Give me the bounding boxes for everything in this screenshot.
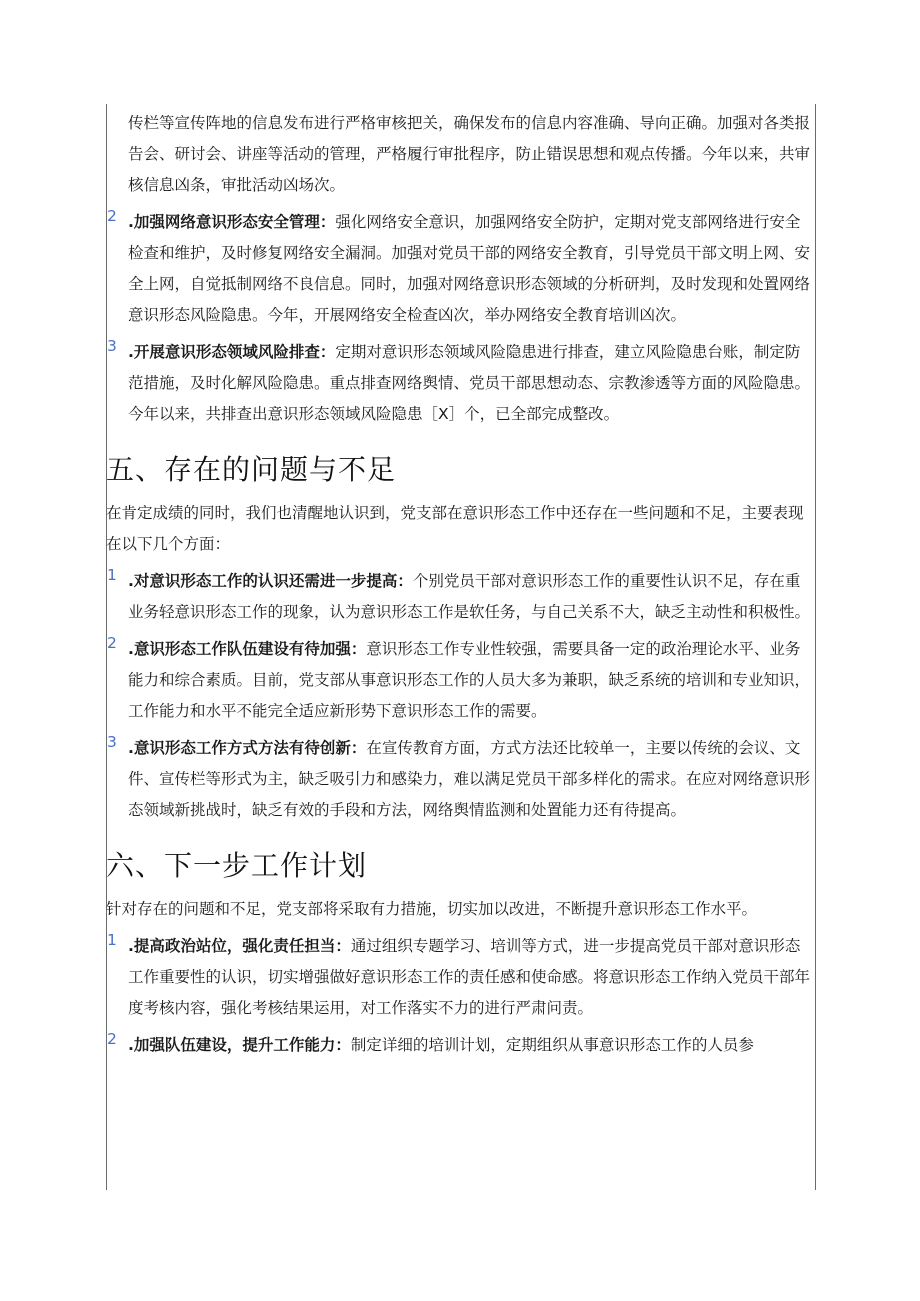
list-item-title: .开展意识形态领域风险排查： [128, 343, 336, 361]
list-number: 1 [107, 931, 117, 949]
list-item [106, 634, 812, 727]
list-item [106, 733, 812, 826]
list-item-title: .加强网络意识形态安全管理： [128, 213, 336, 231]
list-number: 3 [107, 337, 117, 355]
document-body [106, 108, 812, 1061]
list-number: 3 [107, 733, 117, 751]
list-item-title: .意识形态工作方式方法有待创新： [128, 739, 367, 757]
list-item [106, 207, 812, 331]
paragraph-continuation: 传栏等宣传阵地的信息发布进行严格审核把关，确保发布的信息内容准确、导向正确。加强对各类报告会、研讨会、讲座等活动的管理，严格履行审批程序，防止错误思想和观点传播。今年以来，共审核信息凶条，审批活动凶场次。 [128, 114, 811, 194]
list-item-title: .提高政治站位，强化责任担当： [128, 937, 351, 955]
list-item-title: .加强队伍建设，提升工作能力： [128, 1036, 351, 1054]
list-item-body: 个别党员干部对意识形态工作的重要性认识不足，存在重业务轻意识形态工作的现象，认为意识形态工作是软任务，与自己关系不大，缺乏主动性和积极性。 [128, 572, 811, 621]
section-5-intro: 在肯定成绩的同时，我们也清醒地认识到，党支部在意识形态工作中还存在一些问题和不足，主要表现在以下几个方面： [106, 504, 804, 553]
list-item-body: 通过组织专题学习、培训等方式，进一步提高党员干部对意识形态工作重要性的认识，切实增强做好意识形态工作的责任感和使命感。将意识形态工作纳入党员干部年度考核内容，强化考核结果运用，对工作落实不力的进行严肃问责。 [128, 937, 811, 1017]
list-item-body: 在宣传教育方面，方式方法还比较单一，主要以传统的会议、文件、宣传栏等形式为主，缺乏吸引力和感染力，难以满足党员干部多样化的需求。在应对网络意识形态领域新挑战时，缺乏有效的手段和方法，网络舆情监测和处置能力还有待提高。 [128, 739, 811, 819]
list-item-body: 制定详细的培训计划，定期组织从事意识形态工作的人员参 [350, 1036, 754, 1054]
list-item [106, 566, 812, 628]
list-number: 2 [107, 207, 117, 225]
list-number: 2 [107, 634, 117, 652]
list-number: 2 [107, 1030, 117, 1048]
list-item-title: .对意识形态工作的认识还需进一步提高： [128, 572, 413, 590]
list-item-body: 定期对意识形态领域风险隐患进行排查，建立风险隐患台账，制定防范措施，及时化解风险隐患。重点排查网络舆情、党员干部思想动态、宗教渗透等方面的风险隐患。今年以来，共排查出意识形态领域风险隐患［X］个，已全部完成整改。 [128, 343, 811, 423]
list-item [106, 337, 812, 430]
list-item [106, 1030, 812, 1061]
list-item [106, 931, 812, 1024]
list-item-title: .意识形态工作队伍建设有待加强： [128, 640, 367, 658]
list-item-body: 强化网络安全意识，加强网络安全防护，定期对党支部网络进行安全检查和维护，及时修复网络安全漏洞。加强对党员干部的网络安全教育，引导党员干部文明上网、安全上网，自觉抵制网络不良信息。同时，加强对网络意识形态领域的分析研判，及时发现和处置网络意识形态风险隐患。今年，开展网络安全检查凶次，举办网络安全教育培训凶次。 [128, 213, 811, 324]
list-item-body: 意识形态工作专业性较强，需要具备一定的政治理论水平、业务能力和综合素质。目前，党支部从事意识形态工作的人员大多为兼职，缺乏系统的培训和专业知识，工作能力和水平不能完全适应新形势下意识形态工作的需要。 [128, 640, 811, 720]
list-number: 1 [107, 566, 117, 584]
section-heading-5: 五、存在的问题与不足 [106, 453, 397, 486]
section-6-intro: 针对存在的问题和不足，党支部将采取有力措施，切实加以改进，不断提升意识形态工作水平。 [106, 900, 758, 918]
section-heading-6: 六、下一步工作计划 [106, 849, 368, 882]
